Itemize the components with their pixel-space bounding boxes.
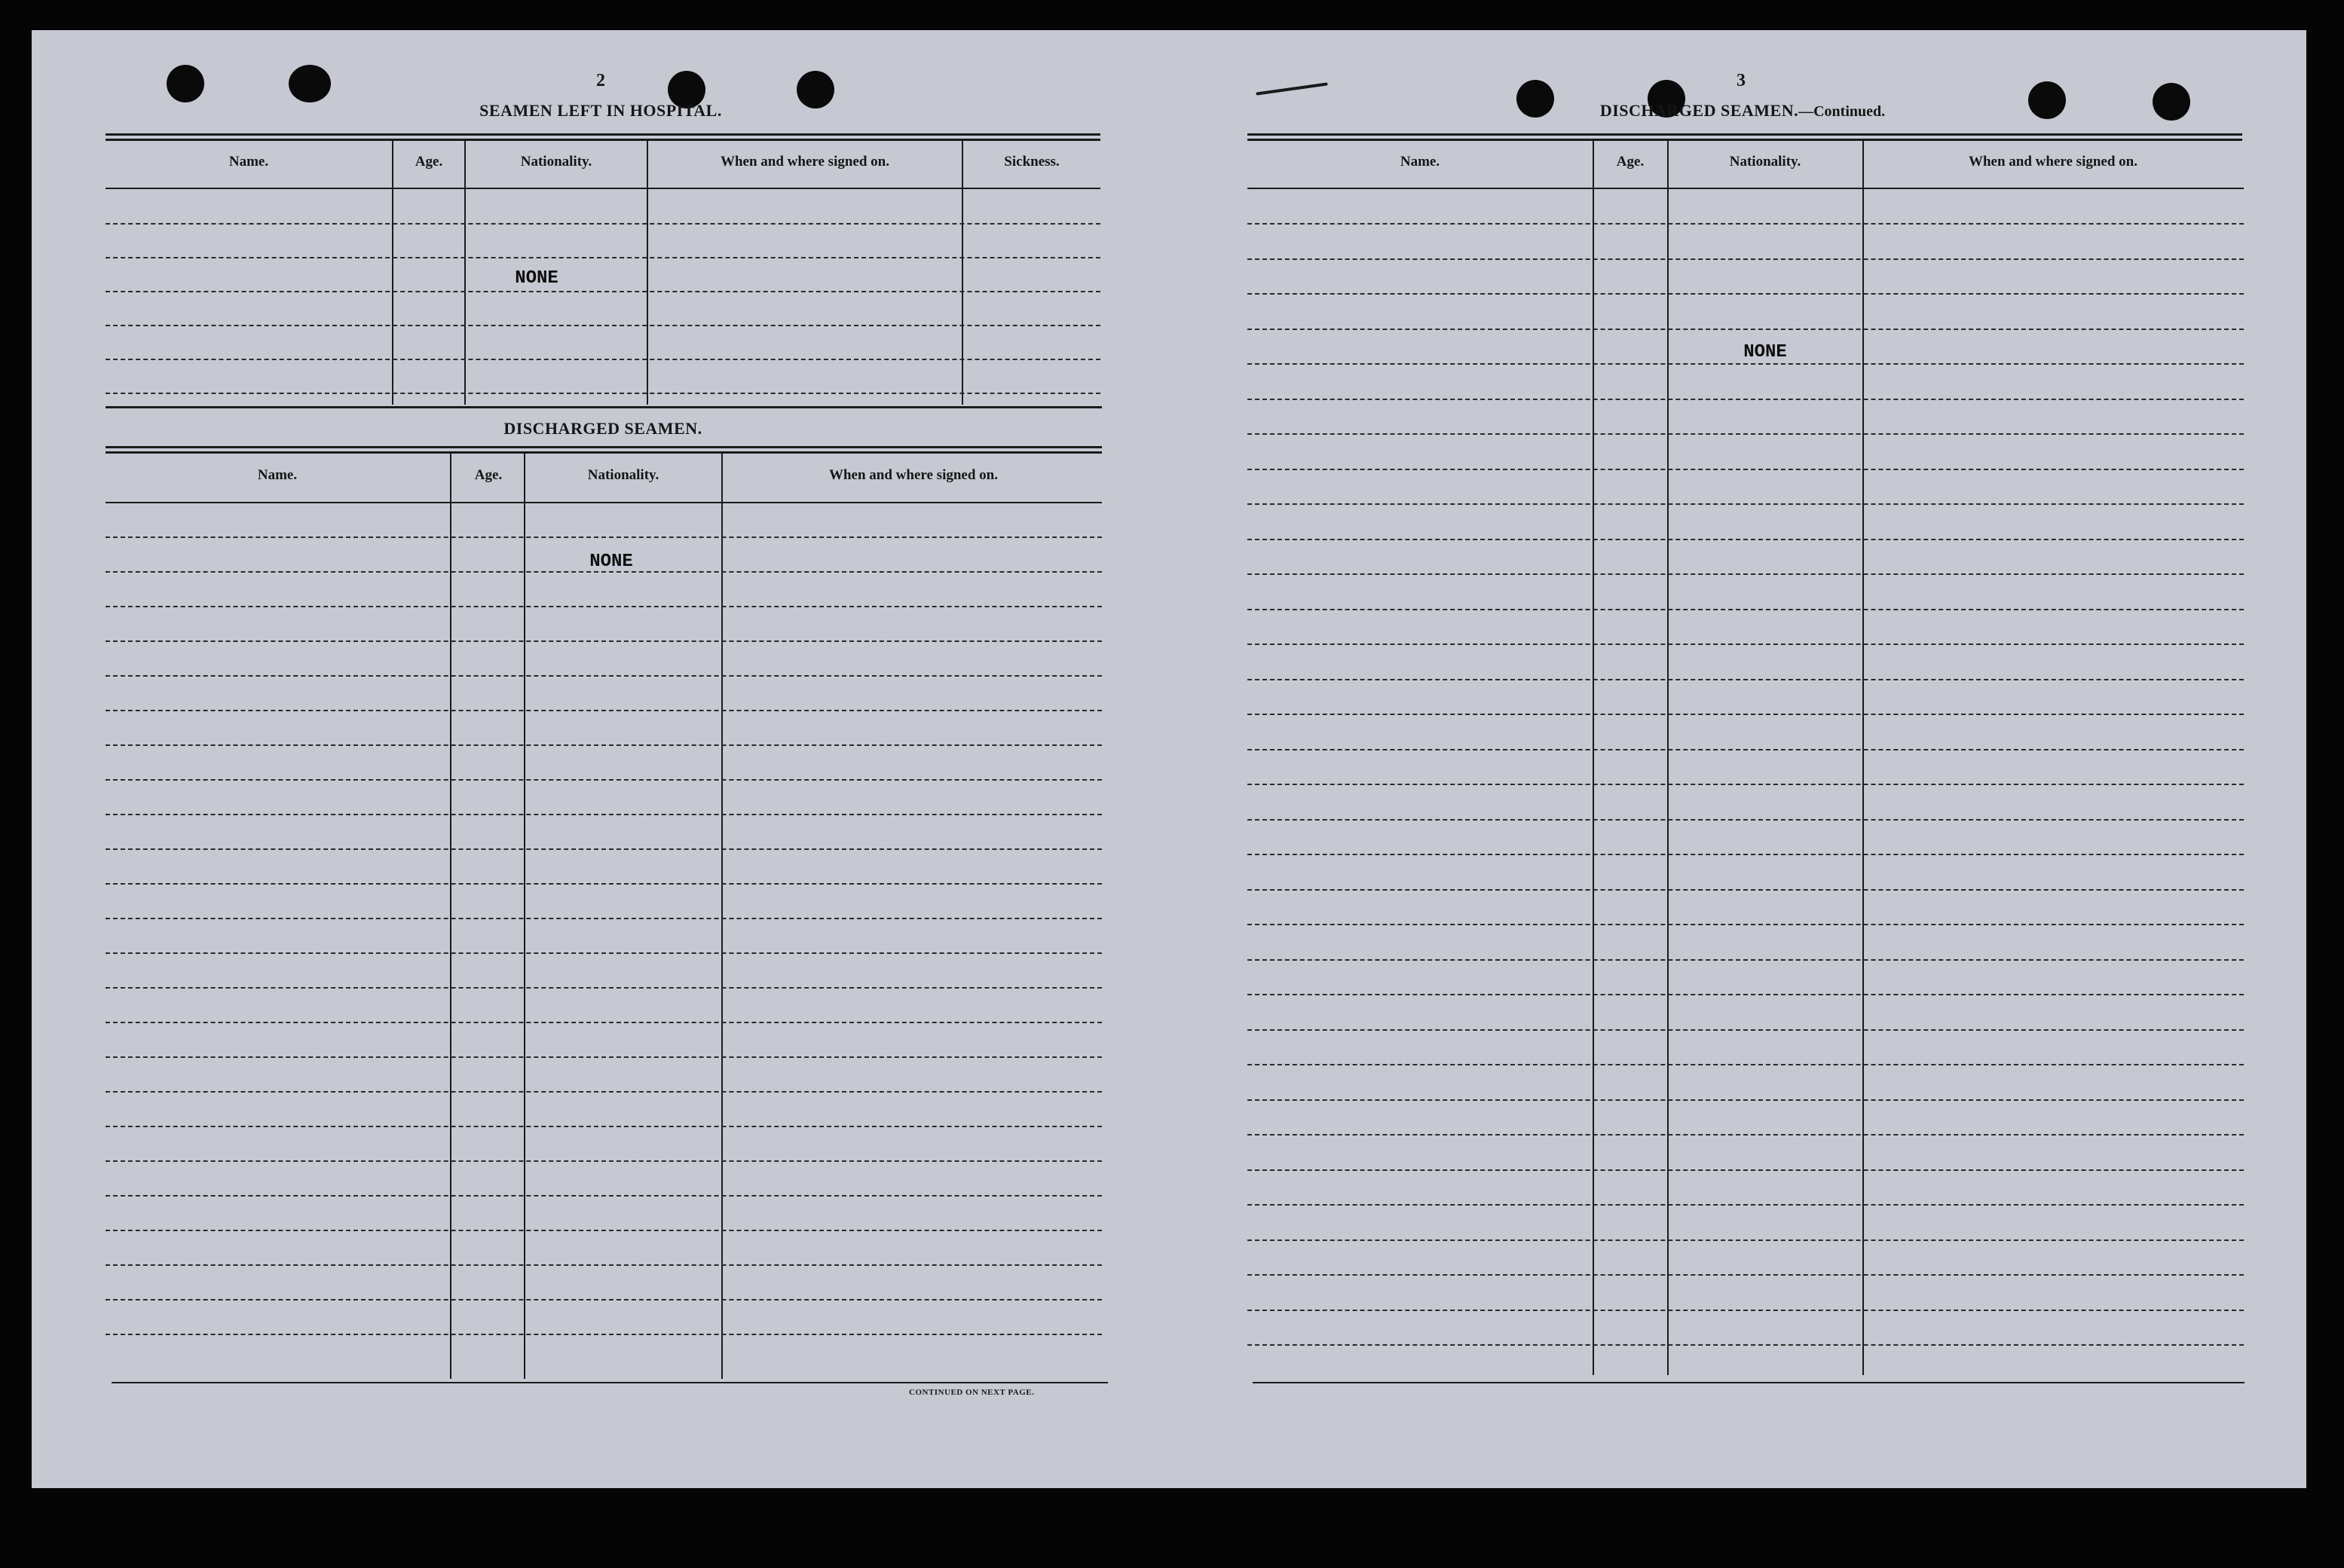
ruled-line: [1247, 1099, 2244, 1101]
hospital-section-title: SEAMEN LEFT IN HOSPITAL.: [479, 101, 722, 120]
punch-hole: [2153, 83, 2190, 121]
ruled-line: [1247, 329, 2244, 330]
ruled-line: [1247, 1029, 2244, 1031]
none-stamp: NONE: [515, 268, 558, 289]
ruled-line: [1247, 959, 2244, 961]
table-top-rule: [1247, 139, 2242, 141]
column-header-age: Age.: [1616, 154, 1645, 170]
ruled-line: [106, 987, 1102, 989]
ruled-line: [106, 918, 1102, 919]
ruled-line: [106, 710, 1102, 711]
column-header-sickness: Sickness.: [1004, 154, 1060, 170]
ruled-line: [106, 1091, 1102, 1093]
ruled-line: [106, 883, 1102, 885]
ruled-line: [1247, 469, 2244, 470]
ruled-line: [1247, 609, 2244, 610]
ruled-line: [1247, 1274, 2244, 1276]
column-divider: [524, 454, 525, 1379]
ruled-line: [106, 291, 1100, 292]
ruled-line: [106, 1264, 1102, 1266]
ruled-line: [1247, 399, 2244, 400]
none-stamp: NONE: [589, 552, 633, 572]
ruled-line: [1247, 1134, 2244, 1136]
section-rule: [106, 406, 1102, 408]
ruled-line: [1247, 1064, 2244, 1065]
column-header-signed-on: When and where signed on.: [1968, 154, 2137, 170]
column-header-age: Age.: [415, 154, 443, 170]
ruled-line: [1247, 924, 2244, 925]
ruled-line: [1247, 784, 2244, 785]
column-header-nationality: Nationality.: [587, 467, 659, 483]
ruled-line: [106, 814, 1102, 815]
column-divider: [392, 141, 393, 405]
ruled-line: [1247, 819, 2244, 821]
ruled-line: [106, 1195, 1102, 1197]
discharged-continued-title: [1600, 101, 1885, 121]
column-divider: [1667, 141, 1669, 1375]
ruled-line: [1247, 1204, 2244, 1206]
punch-hole: [797, 71, 834, 109]
column-header-signed-on: When and where signed on.: [828, 467, 998, 483]
ruled-line: [1247, 1310, 2244, 1311]
column-divider: [962, 141, 963, 405]
ruled-line: [1247, 503, 2244, 505]
column-header-name: Name.: [257, 467, 298, 483]
ruled-line: [106, 744, 1102, 746]
ruled-line: [106, 1126, 1102, 1127]
ruled-line: [1247, 293, 2244, 295]
discharged-section-title: DISCHARGED SEAMEN.: [503, 419, 702, 438]
ruled-line: [106, 1056, 1102, 1058]
ruled-line: [1247, 679, 2244, 680]
ruled-line: [1247, 643, 2244, 645]
header-rule: [106, 188, 1100, 189]
ruled-line: [1247, 363, 2244, 365]
ruled-line: [106, 1230, 1102, 1231]
ruled-line: [106, 1022, 1102, 1023]
ruled-line: [106, 223, 1100, 225]
ruled-line: [1247, 889, 2244, 891]
header-rule: [1247, 188, 2244, 189]
ruled-line: [106, 952, 1102, 954]
ruled-line: [106, 359, 1100, 360]
none-stamp: NONE: [1743, 342, 1787, 362]
punch-hole: [2028, 81, 2066, 119]
title-text: DISCHARGED SEAMEN.: [1599, 101, 1799, 120]
ruled-line: [1247, 1344, 2244, 1346]
ruled-line: [106, 393, 1100, 394]
punch-hole: [167, 65, 204, 102]
punch-hole: [289, 65, 331, 102]
page-number: 3: [1737, 71, 1746, 90]
ruled-line: [106, 257, 1100, 258]
ruled-line: [1247, 573, 2244, 575]
table-top-rule: [1247, 133, 2242, 136]
continued-note: CONTINUED ON NEXT PAGE.: [909, 1388, 1035, 1397]
ruled-line: [106, 606, 1102, 607]
ruled-line: [106, 325, 1100, 326]
table-top-rule: [106, 451, 1102, 454]
ruled-line: [1247, 854, 2244, 855]
document-sheet: [32, 30, 2306, 1488]
ruled-line: [106, 536, 1102, 538]
column-header-name: Name.: [1400, 154, 1440, 170]
table-top-rule: [106, 133, 1100, 136]
column-header-name: Name.: [228, 154, 269, 170]
ruled-line: [1247, 1239, 2244, 1241]
title-suffix: —Continued.: [1798, 103, 1886, 120]
column-divider: [721, 454, 723, 1379]
table-top-rule: [106, 446, 1102, 448]
ruled-line: [106, 640, 1102, 642]
table-top-rule: [106, 139, 1100, 141]
column-header-age: Age.: [474, 467, 503, 483]
table-bottom-rule: [112, 1382, 1108, 1383]
ruled-line: [1247, 433, 2244, 435]
ruled-line: [1247, 1169, 2244, 1171]
column-divider: [1862, 141, 1864, 1375]
ruled-line: [1247, 539, 2244, 540]
page-number: 2: [596, 71, 605, 90]
table-bottom-rule: [1253, 1382, 2245, 1383]
column-header-nationality: Nationality.: [1729, 154, 1801, 170]
ruled-line: [1247, 714, 2244, 715]
ruled-line: [106, 675, 1102, 677]
column-header-nationality: Nationality.: [520, 154, 592, 170]
ruled-line: [1247, 223, 2244, 225]
column-divider: [647, 141, 648, 405]
ruled-line: [106, 1160, 1102, 1162]
column-divider: [1593, 141, 1594, 1375]
column-divider: [464, 141, 466, 405]
ruled-line: [1247, 994, 2244, 995]
ruled-line: [1247, 749, 2244, 750]
column-header-signed-on: When and where signed on.: [720, 154, 889, 170]
ruled-line: [106, 1299, 1102, 1301]
ruled-line: [106, 848, 1102, 850]
ruled-line: [1247, 258, 2244, 260]
punch-hole: [1516, 80, 1554, 118]
ruled-line: [106, 1334, 1102, 1335]
column-divider: [450, 454, 451, 1379]
ruled-line: [106, 779, 1102, 781]
header-rule: [106, 502, 1102, 503]
